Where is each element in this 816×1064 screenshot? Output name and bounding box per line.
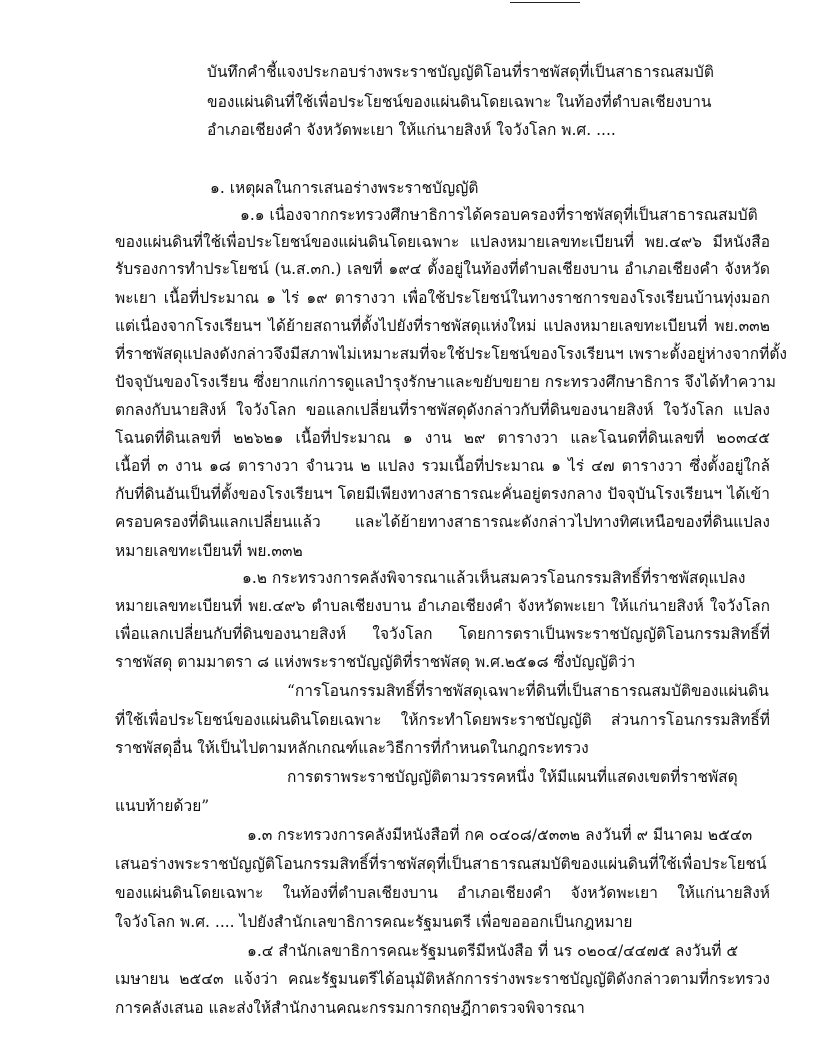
p14-line-2: เมษายน ๒๕๔๓ แจ้งว่า คณะรัฐมนตรีได้อนุมัติหลักการร่างพระราชบัญญัติดังกล่าวตามที่กระทรวง bbox=[115, 970, 770, 988]
p12-line-1: ๑.๒ กระทรวงการคลังพิจารณาแล้วเห็นสมควรโอนกรรมสิทธิ์ที่ราชพัสดุแปลง bbox=[242, 569, 746, 587]
title-line-1: บันทึกคำชี้แจงประกอบร่างพระราชบัญญัติโอนที่ราชพัสดุที่เป็นสาธารณสมบัติ bbox=[207, 63, 714, 81]
p11-line-2: ของแผ่นดินที่ใช้เพื่อประโยชน์ของแผ่นดินโดยเฉพาะ แปลงหมายเลขทะเบียนที่ พย.๔๙๖ มีหนังสือ bbox=[115, 233, 770, 251]
p14-line-3: การคลังเสนอ และส่งให้สำนักงานคณะกรรมการกฤษฎีกาตรวจพิจารณา bbox=[115, 999, 585, 1017]
quote-line-4: การตราพระราชบัญญัติตามวรรคหนึ่ง ให้มีแผนที่แสดงเขตที่ราชพัสดุ bbox=[287, 768, 738, 786]
p11-line-4: พะเยา เนื้อที่ประมาณ ๑ ไร่ ๑๙ ตารางวา เพื่อใช้ประโยชน์ในทางราชการของโรงเรียนบ้านทุ่งมอก bbox=[115, 289, 770, 307]
p14-line-1: ๑.๔ สำนักเลขาธิการคณะรัฐมนตรีมีหนังสือ ที่ นร ๐๒๐๔/๔๔๗๕ ลงวันที่ ๕ bbox=[247, 942, 739, 960]
quote-line-1: “การโอนกรรมสิทธิ์ที่ราชพัสดุเฉพาะที่ดินที่เป็นสาธารณสมบัติของแผ่นดิน bbox=[287, 682, 769, 700]
title-line-2: ของแผ่นดินที่ใช้เพื่อประโยชน์ของแผ่นดินโดยเฉพาะ ในท้องที่ตำบลเชียงบาน bbox=[207, 93, 712, 111]
p11-line-7: ปัจจุบันของโรงเรียน ซึ่งยากแก่การดูแลบำรุงรักษาและขยับขยาย กระทรวงศึกษาธิการ จึงได้ทำความ bbox=[115, 373, 776, 391]
p13-line-2: เสนอร่างพระราชบัญญัติโอนกรรมสิทธิ์ที่ราชพัสดุที่เป็นสาธารณสมบัติของแผ่นดินที่ใช้เพื่อประโยชน์ bbox=[115, 855, 767, 873]
quote-line-2: ที่ใช้เพื่อประโยชน์ของแผ่นดินโดยเฉพาะ ให้กระทำโดยพระราชบัญญัติ ส่วนการโอนกรรมสิทธิ์ที่ bbox=[115, 711, 770, 729]
p13-line-4: ใจวังโลก พ.ศ. .... ไปยังสำนักเลขาธิการคณะรัฐมนตรี เพื่อขอออกเป็นกฎหมาย bbox=[115, 913, 633, 931]
p11-line-3: รับรองการทำประโยชน์ (น.ส.๓ก.) เลขที่ ๑๙๔ ตั้งอยู่ในท้องที่ตำบลเชียงบาน อำเภอเชียงคำ จังหวัด bbox=[115, 260, 770, 278]
p11-line-6: ที่ราชพัสดุแปลงดังกล่าวจึงมีสภาพไม่เหมาะสมที่จะใช้ประโยชน์ของโรงเรียนฯ เพราะตั้งอยู่ห่างจากที่ตั้ง bbox=[115, 345, 788, 363]
p12-line-3: เพื่อแลกเปลี่ยนกับที่ดินของนายสิงห์ ใจวังโลก โดยการตราเป็นพระราชบัญญัติโอนกรรมสิทธิ์ที่ bbox=[115, 625, 770, 643]
p11-line-10: เนื้อที่ ๓ งาน ๑๘ ตารางวา จำนวน ๒ แปลง รวมเนื้อที่ประมาณ ๑ ไร่ ๔๗ ตารางวา ซึ่งตั้งอยู่ใกล้ bbox=[115, 457, 770, 475]
p11-line-13: หมายเลขทะเบียนที่ พย.๓๓๒ bbox=[115, 542, 303, 560]
p11-line-8: ตกลงกับนายสิงห์ ใจวังโลก ขอแลกเปลี่ยนที่ราชพัสดุดังกล่าวกับที่ดินของนายสิงห์ ใจวังโลก แปลง bbox=[115, 401, 770, 419]
p11-line-12: ครอบครองที่ดินแลกเปลี่ยนแล้ว และได้ย้ายทางสาธารณะดังกล่าวไปทางทิศเหนือของที่ดินแปลง bbox=[115, 513, 770, 531]
p13-line-1: ๑.๓ กระทรวงการคลังมีหนังสือที่ กค ๐๔๐๘/๕๓๓๒ ลงวันที่ ๙ มีนาคม ๒๕๔๓ bbox=[247, 826, 753, 844]
p11-line-9: โฉนดที่ดินเลขที่ ๒๒๖๒๑ เนื้อที่ประมาณ ๑ งาน ๒๙ ตารางวา และโฉนดที่ดินเลขที่ ๒๐๓๔๕ bbox=[115, 429, 770, 447]
section-heading: ๑. เหตุผลในการเสนอร่างพระราชบัญญัติ bbox=[210, 179, 479, 197]
top-rule bbox=[510, 2, 580, 3]
p11-line-1: ๑.๑ เนื่องจากกระทรวงศึกษาธิการได้ครอบครองที่ราชพัสดุที่เป็นสาธารณสมบัติ bbox=[240, 206, 758, 224]
p13-line-3: ของแผ่นดินโดยเฉพาะ ในท้องที่ตำบลเชียงบาน อำเภอเชียงคำ จังหวัดพะเยา ให้แก่นายสิงห์ bbox=[115, 884, 770, 902]
quote-line-5: แนบท้ายด้วย” bbox=[115, 797, 210, 815]
quote-line-3: ราชพัสดุอื่น ให้เป็นไปตามหลักเกณฑ์และวิธีการที่กำหนดในกฎกระทรวง bbox=[115, 739, 589, 757]
p12-line-2: หมายเลขทะเบียนที่ พย.๔๙๖ ตำบลเชียงบาน อำเภอเชียงคำ จังหวัดพะเยา ให้แก่นายสิงห์ ใจวังโลก bbox=[115, 597, 770, 615]
p12-line-4: ราชพัสดุ ตามมาตรา ๘ แห่งพระราชบัญญัติที่ราชพัสดุ พ.ศ.๒๕๑๘ ซึ่งบัญญัติว่า bbox=[115, 653, 636, 671]
p11-line-11: กับที่ดินอันเป็นที่ตั้งของโรงเรียนฯ โดยมีเพียงทางสาธารณะคั่นอยู่ตรงกลาง ปัจจุบันโรงเรียนฯ ได้เข้า bbox=[115, 485, 770, 503]
p11-line-5: แต่เนื่องจากโรงเรียนฯ ได้ย้ายสถานที่ตั้งไปยังที่ราชพัสดุแห่งใหม่ แปลงหมายเลขทะเบียนที่ พย.๓๓๒ bbox=[115, 317, 770, 335]
title-line-3: อำเภอเชียงคำ จังหวัดพะเยา ให้แก่นายสิงห์ ใจวังโลก พ.ศ. .... bbox=[207, 121, 616, 139]
